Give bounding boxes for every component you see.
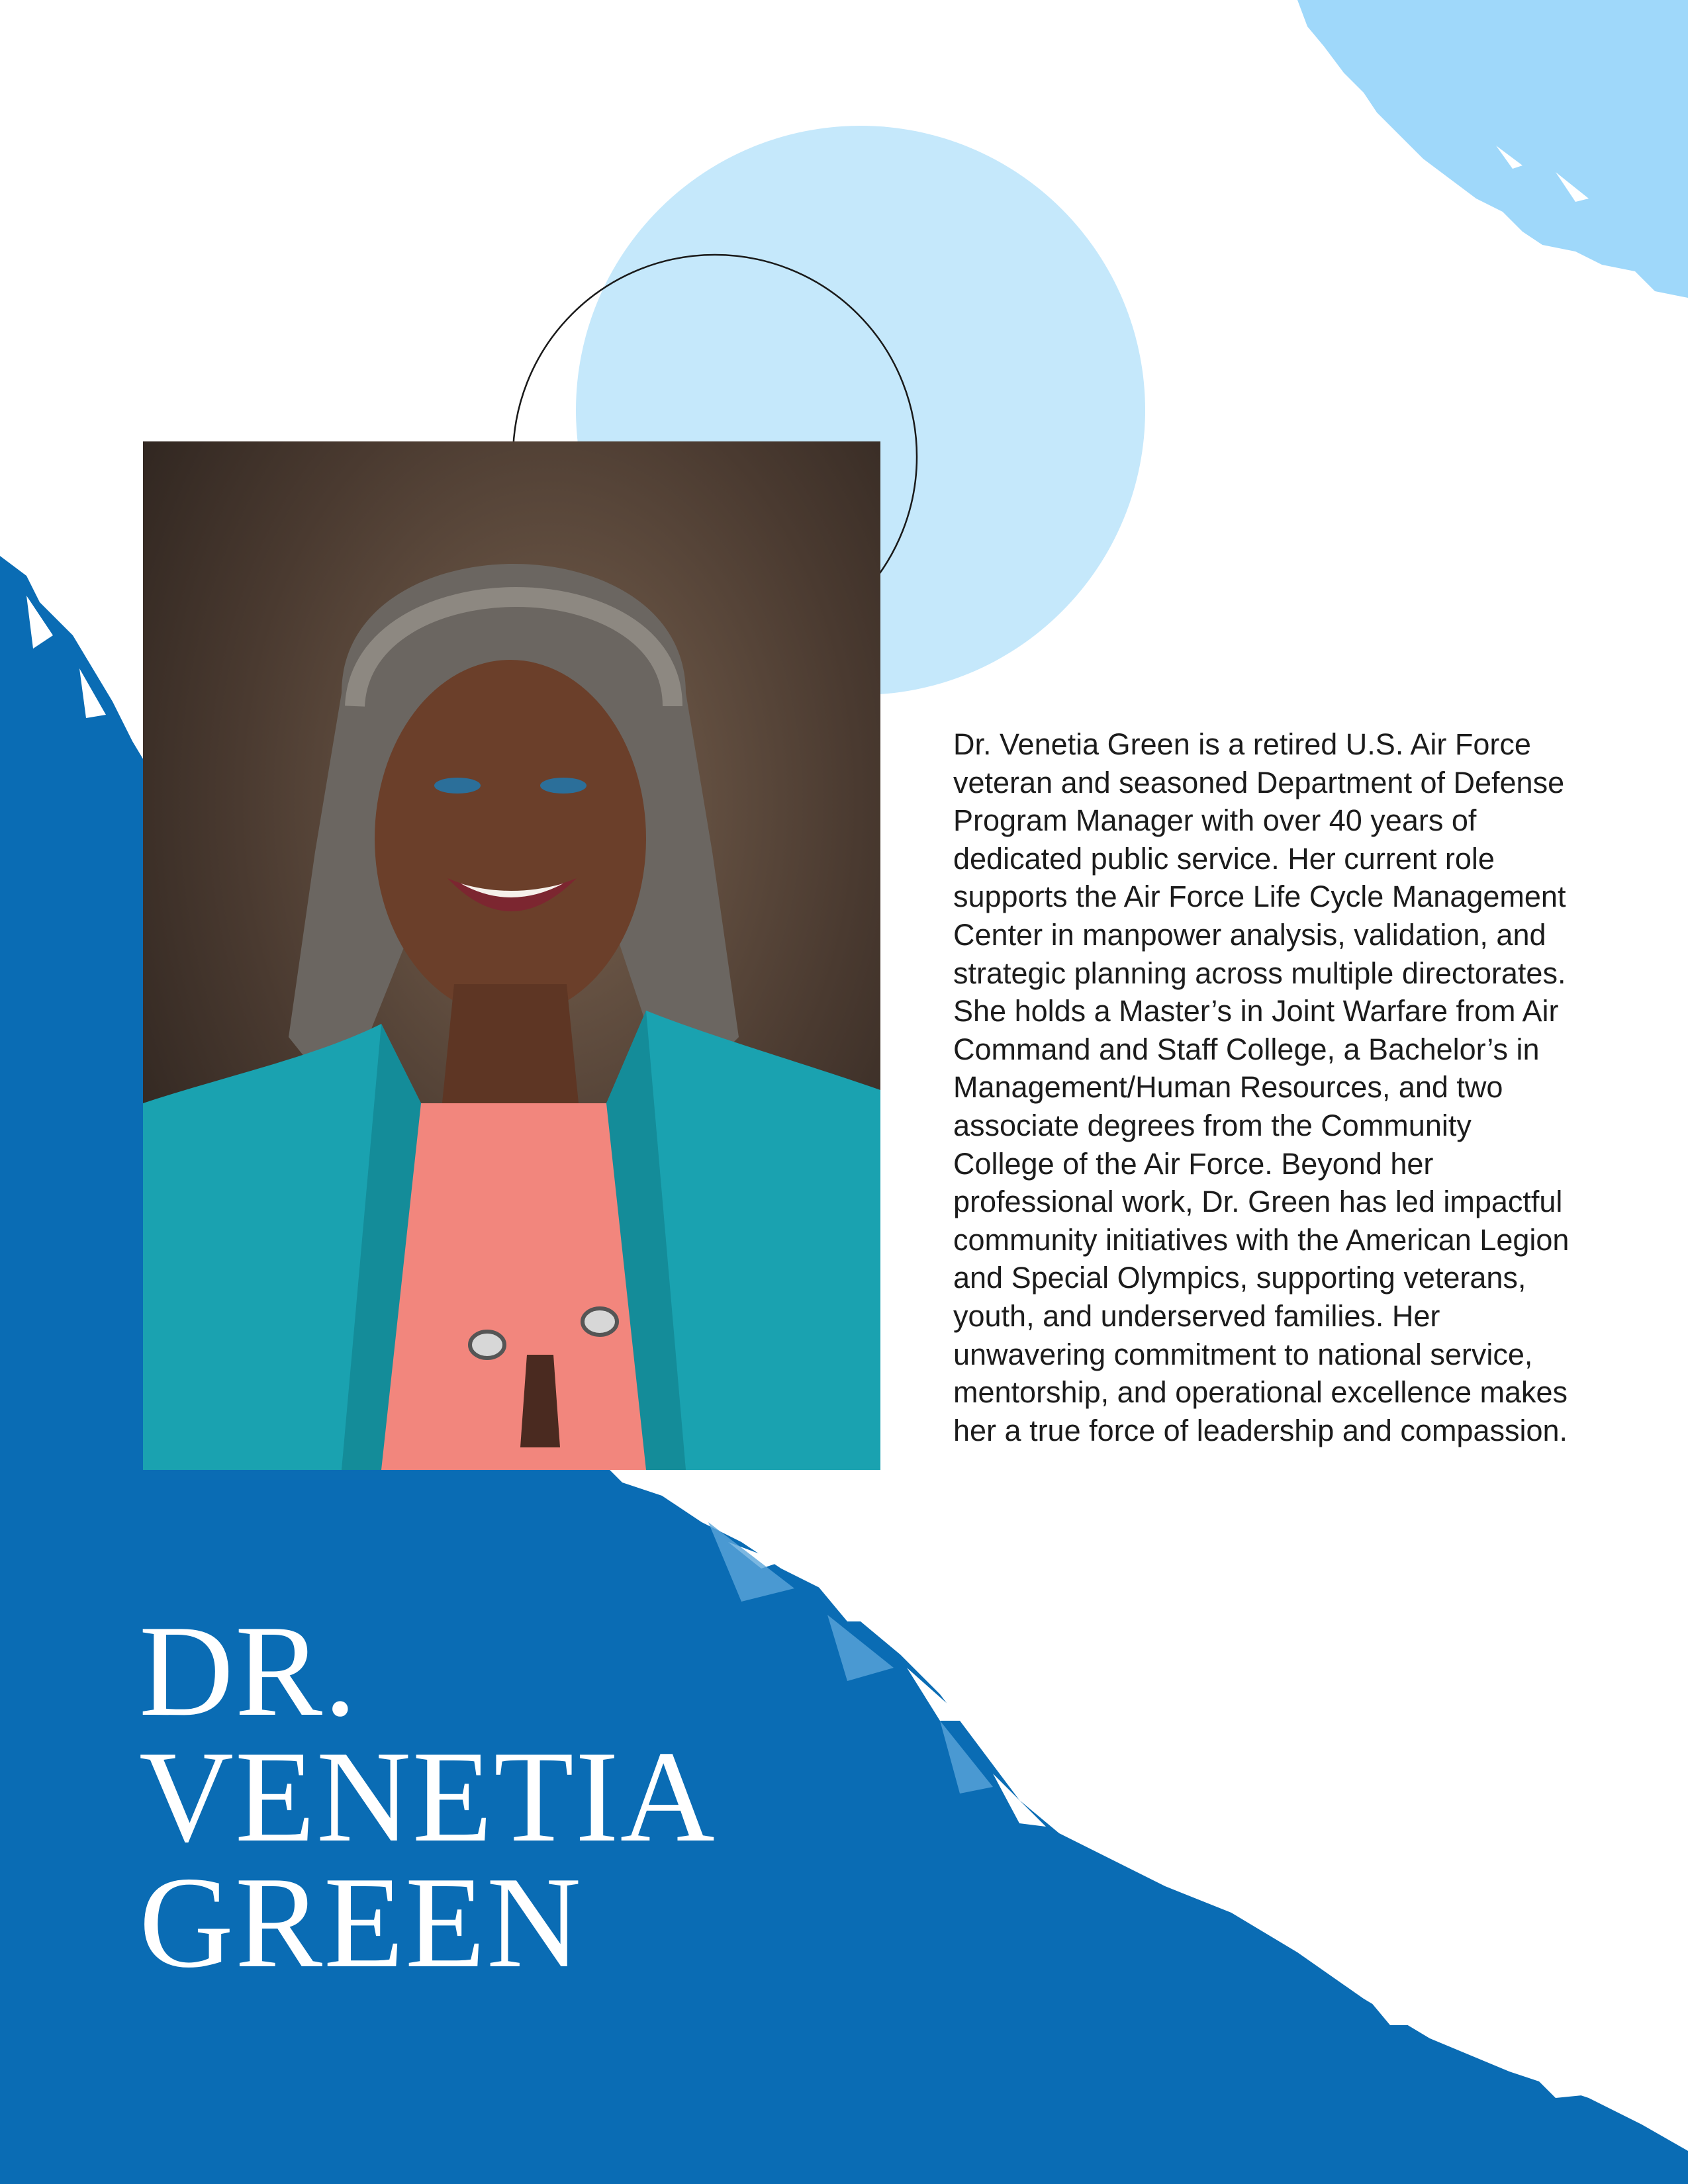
portrait-photo — [143, 441, 880, 1470]
biography-text: Dr. Venetia Green is a retired U.S. Air Force veteran and seasoned Department of Defense Program Manager with over 40 years of dedicated public service. Her current role supports the Air Force Life Cycle Management Center in manpower analysis, validation, and strategic planning across multiple directorates. She holds a Master’s in Joint Warfare from Air Command and Staff College, a Bachelor’s in Management/Human Resources, and two associate degrees from the Community College of the Air Force. Beyond her professional work, Dr. Green has led impactful community initiatives with the American Legion and Special Olympics, supporting veterans, youth, and underserved families. Her unwavering commitment to national service, mentorship, and operational excellence makes her a true force of leadership and compassion. — [953, 727, 1570, 1447]
name-line-1: DR. — [139, 1598, 358, 1743]
name-line-3: GREEN — [139, 1850, 583, 1995]
name-line-2: VENETIA — [139, 1724, 716, 1869]
profile-name — [139, 1598, 716, 1995]
top-right-brush-stroke — [1297, 0, 1688, 298]
